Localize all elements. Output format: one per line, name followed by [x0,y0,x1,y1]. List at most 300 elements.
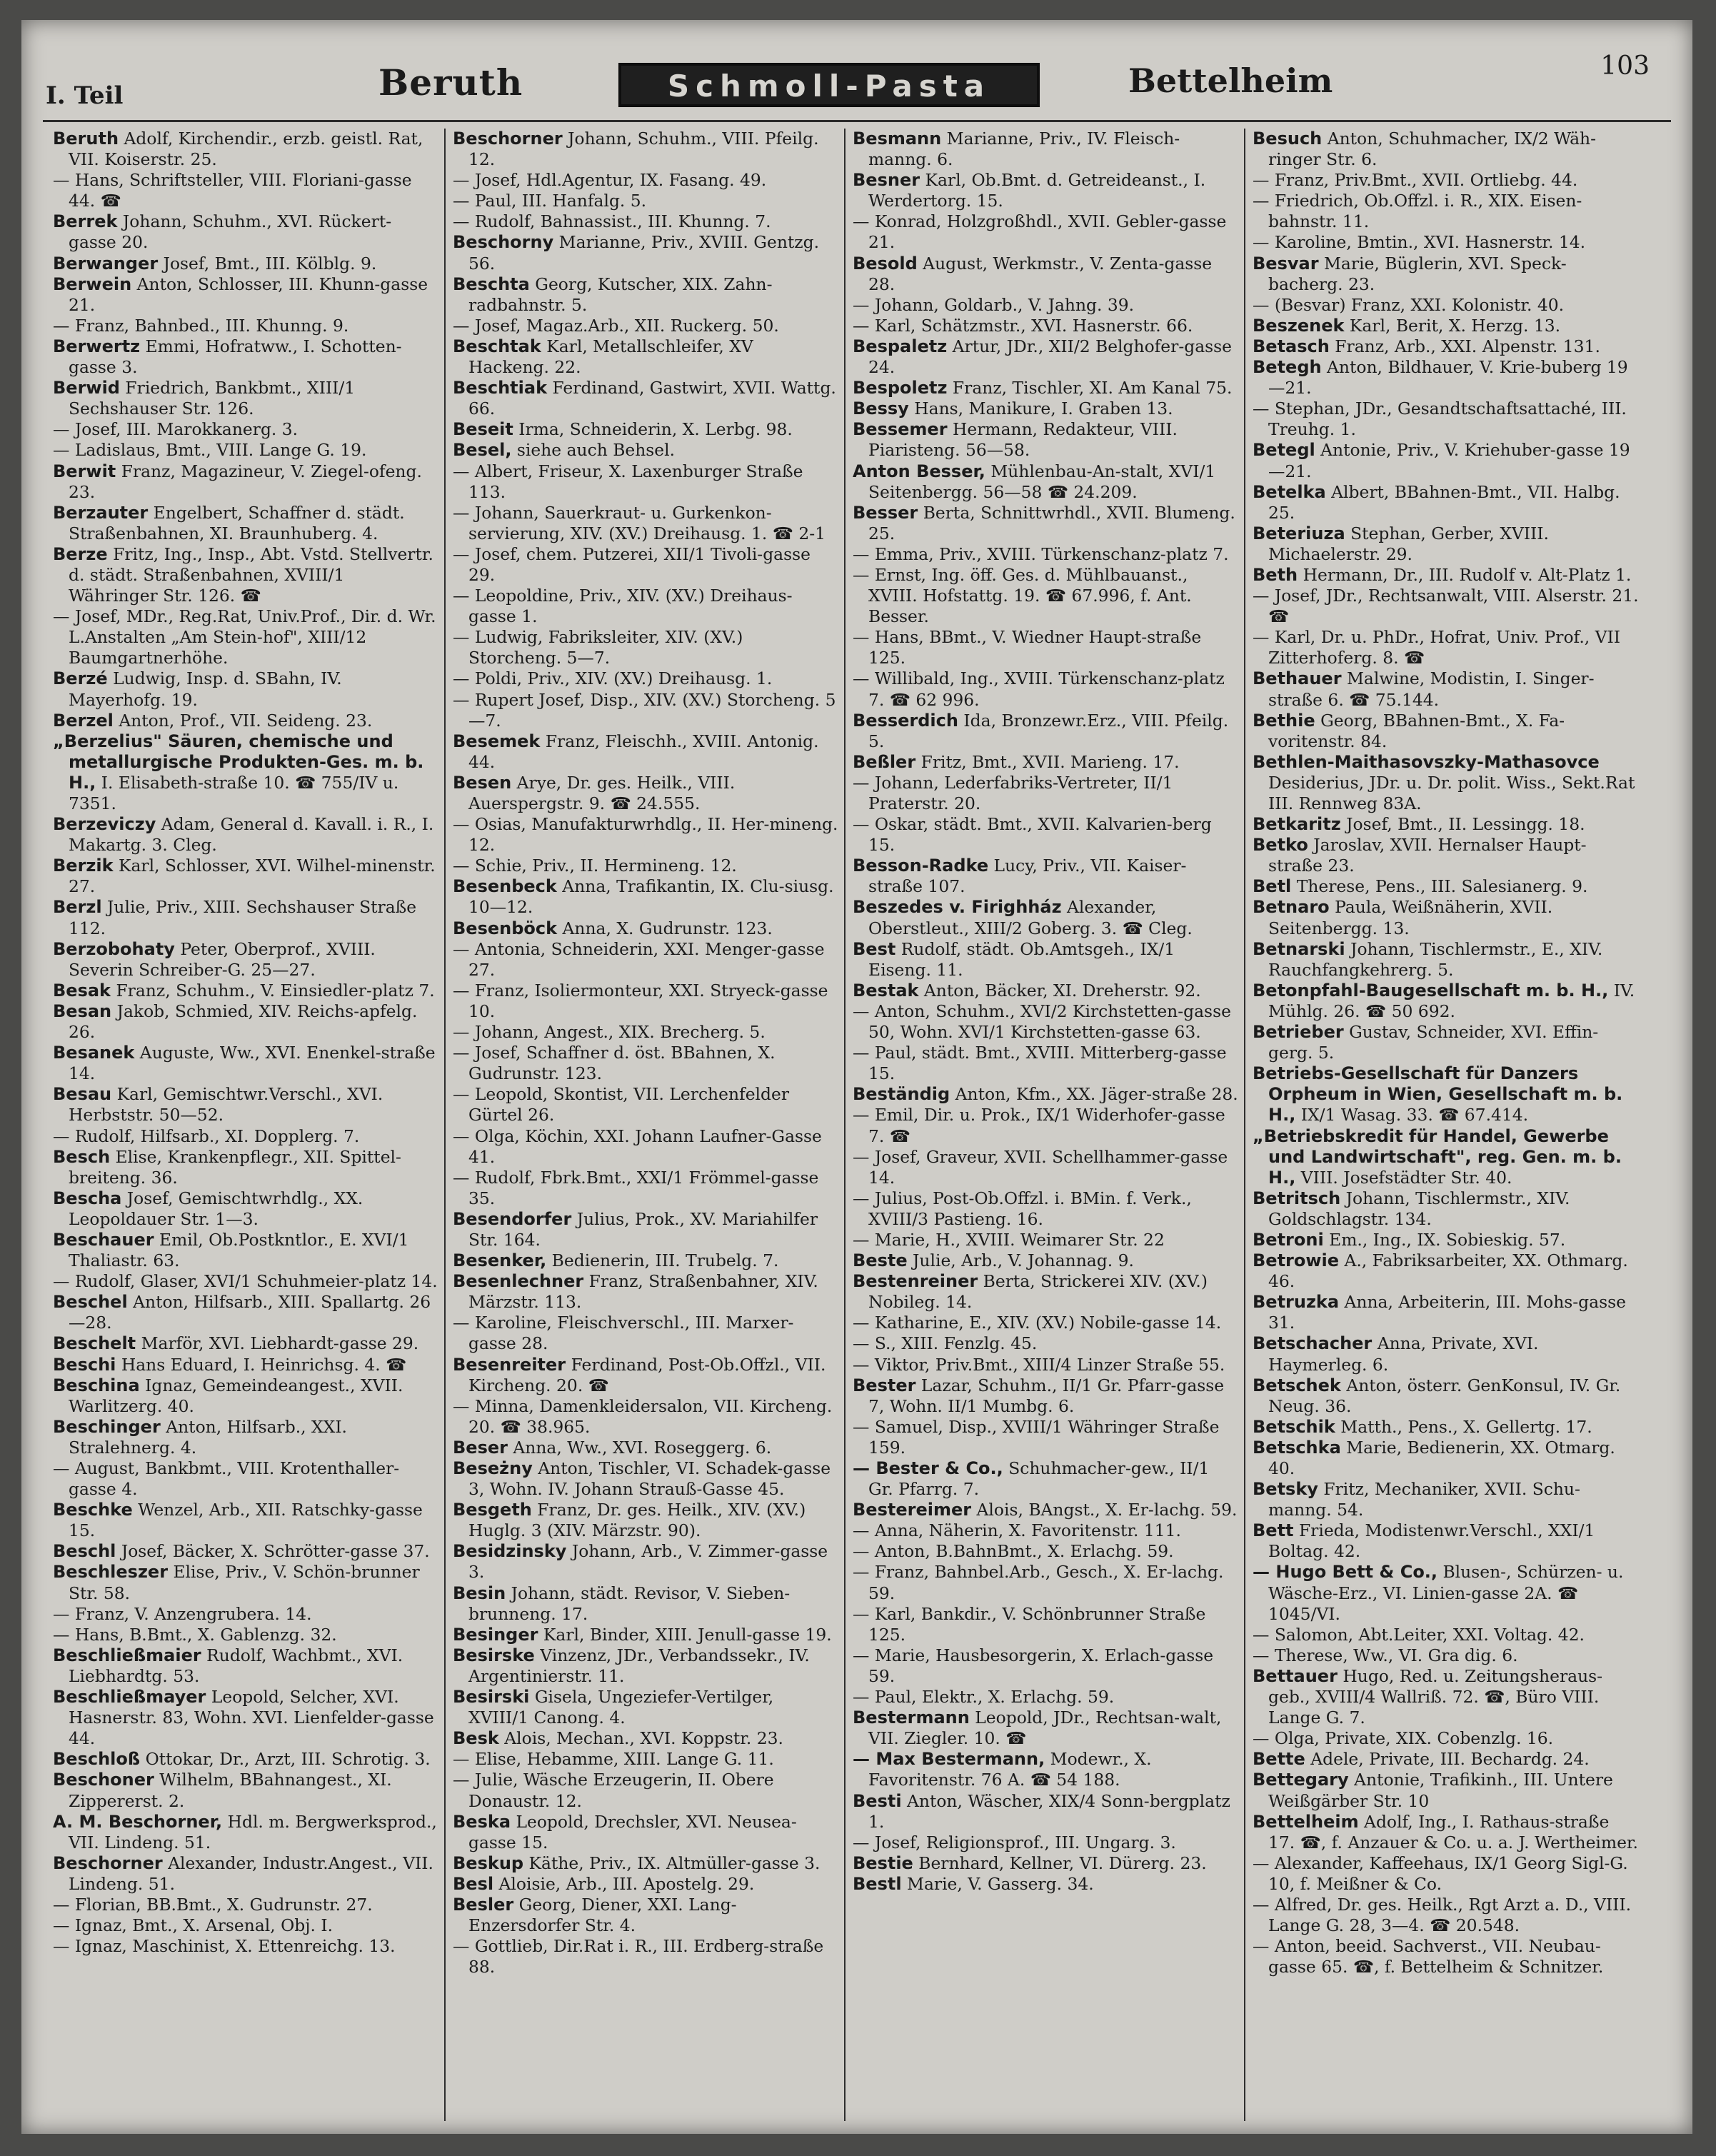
entry-name: Bestak [853,980,919,1001]
directory-entry [853,1645,1238,1687]
directory-entry [453,1043,838,1084]
directory-entry [1253,668,1640,710]
directory-entry [453,1126,838,1168]
directory-entry [53,378,438,419]
directory-entry [1253,295,1640,316]
directory-entry [1253,1562,1640,1624]
entry-name: Betko [1253,835,1308,856]
entry-name: Betkaritz [1253,814,1341,835]
entry-details: Hdl. m. Bergwerksprod., VII. Lindeng. 51. [69,1811,437,1852]
directory-entry [853,711,1238,752]
entry-details: — Ignaz, Maschinist, X. Ettenreichg. 13. [53,1936,396,1957]
entry-details: Anton, Schlosser, III. Khunn-gasse 21. [69,274,428,315]
entry-name: Beszedes v. Firighház [853,897,1062,918]
entry-details: — Schie, Priv., II. Hermineng. 12. [453,856,737,876]
entry-details: — Marie, Hausbesorgerin, X. Erlach-gasse 59. [853,1645,1214,1686]
entry-details: — Hans, Schriftsteller, VIII. Floriani-gasse 44. ☎ [53,170,412,211]
directory-entry [1253,336,1640,357]
entry-details: Marie, Bedienerin, XX. Otmarg. 40. [1268,1437,1615,1478]
directory-entry [53,1604,438,1625]
directory-entry [53,316,438,336]
entry-details: — Anton, B.BahnBmt., X. Erlachg. 59. [853,1541,1174,1562]
directory-entry [453,1749,838,1770]
entry-details: Gustav, Schneider, XVI. Effin-gerg. 5. [1268,1022,1599,1063]
directory-entry [853,1541,1238,1562]
entry-details: — Karoline, Fleischverschl., III. Marxer-gasse 28. [453,1313,794,1354]
entry-details: Georg, Kutscher, XIX. Zahn-radbahnstr. 5. [468,274,773,315]
entry-details: Antonie, Trafikinh., III. Untere Weißgärber Str. 10 [1268,1770,1613,1811]
entry-name: Beßler [853,751,916,772]
entry-details: — Franz, V. Anzengrubera. 14. [53,1603,312,1624]
directory-entry [453,419,838,440]
entry-details: IV. Mühlg. 26. ☎ 50 692. [1268,980,1635,1021]
entry-name: Bestenreiner [853,1271,978,1292]
entry-details: — Anton, beeid. Sachverst., VII. Neubau-gasse 65. ☎, f. Bettelheim & Schnitzer. [1253,1936,1604,1977]
entry-details: Josef, Bmt., III. Kölblg. 9. [158,253,377,274]
directory-entry [453,939,838,981]
directory-entry [1253,191,1640,232]
entry-details: Schuhmacher-gew., II/1 Gr. Pfarrg. 7. [868,1458,1210,1500]
entry-details: Anton, Bäcker, XI. Dreherstr. 92. [918,980,1201,1001]
entry-details: Franz, Dr. ges. Heilk., XIV. (XV.) Huglg. 3 (XIV. Märzstr. 90). [468,1500,806,1541]
directory-entry [853,254,1238,295]
entry-details: — Florian, BB.Bmt., X. Gudrunstr. 27. [53,1894,373,1915]
entry-details: Anna, Private, XVI. Haymerleg. 6. [1268,1333,1539,1375]
directory-entry [853,856,1238,897]
directory-entry [453,461,838,503]
entry-details: Johann, Tischlermstr., E., XIV. Rauchfangkehrerg. 5. [1268,938,1603,980]
entry-details: — Josef, JDr., Rechtsanwalt, VIII. Alserstr. 21. ☎ [1253,586,1639,627]
entry-name: Beschorner [53,1852,163,1873]
directory-entry [453,232,838,274]
entry-details: Rudolf, Wachbmt., XVI. Liebhardtg. 53. [69,1645,403,1686]
entry-name: Besk [453,1728,499,1749]
entry-name: Besner [853,170,920,191]
entry-details: — Marie, H., XVIII. Weimarer Str. 22 [853,1229,1165,1250]
entry-details: Wenzel, Arb., XII. Ratschky-gasse 15. [69,1500,423,1541]
entry-details: — Franz, Bahnbed., III. Khunng. 9. [53,315,349,336]
entry-name: Besinger [453,1624,538,1645]
entry-name: Bethie [1253,710,1315,731]
directory-entry [1253,1417,1640,1438]
entry-details: Gisela, Ungeziefer-Vertilger, XVIII/1 Canong. 4. [468,1687,774,1728]
directory-entry [1253,939,1640,981]
entry-details: — Anna, Näherin, X. Favoritenstr. 111. [853,1520,1181,1541]
entry-details: Adolf, Kirchendir., erzb. geistl. Rat, VII. Koiserstr. 25. [69,129,423,170]
directory-entry [853,1188,1238,1230]
directory-entry [53,1126,438,1147]
directory-entry [53,170,438,211]
directory-entry [1253,1126,1640,1188]
entry-details: Irma, Schneiderin, X. Lerbg. 98. [513,419,793,440]
entry-details: Julie, Arb., V. Johannag. 9. [907,1250,1134,1271]
directory-entry [853,316,1238,336]
directory-entry [453,1625,838,1645]
entry-name: Betelka [1253,481,1326,502]
entry-name: Berzauter [53,502,149,523]
entry-details: — Ludwig, Fabriksleiter, XIV. (XV.) Storcheng. 5—7. [453,627,743,668]
entry-details: Adele, Private, III. Bechardg. 24. [1305,1749,1590,1770]
directory-entry [453,627,838,668]
entry-name: Besch [53,1146,111,1167]
entry-name: Beschloß [53,1749,141,1770]
entry-name: Betsky [1253,1479,1318,1500]
directory-entry [453,918,838,939]
entry-name: Betasch [1253,336,1330,356]
directory-entry [453,586,838,627]
entry-name: Beschta [453,274,530,294]
entry-details: Josef, Gemischtwrhdlg., XX. Leopoldauer Str. 1—3. [69,1188,363,1229]
directory-entry [853,1500,1238,1520]
entry-details: — Karoline, Bmtin., XVI. Hasnerstr. 14. [1253,232,1586,253]
entry-details: siehe auch Behsel. [511,440,676,461]
entry-name: Besidzinsky [453,1541,567,1562]
entry-details: — Karl, Schätzmstr., XVI. Hasnerstr. 66. [853,315,1193,336]
entry-name: Beschke [53,1500,133,1520]
entry-details: Anton, österr. GenKonsul, IV. Gr. Neug. 36. [1268,1375,1621,1416]
entry-name: Berzel [53,710,114,731]
entry-name: Besson-Radke [853,856,989,876]
directory-entry [853,1458,1238,1500]
entry-name: Betruzka [1253,1292,1340,1313]
entry-name: Berwein [53,274,132,294]
entry-details: Anna, Arbeiterin, III. Mohs-gasse 31. [1268,1292,1626,1333]
entry-name: Besel, [453,440,512,461]
directory-entry [453,814,838,856]
directory-entry [453,316,838,336]
directory-entry [853,1105,1238,1146]
entry-details: — Josef, MDr., Reg.Rat, Univ.Prof., Dir. d. Wr. L.Anstalten „Am Stein-hof", XIII/12 Baumgartnerhöhe. [53,606,436,668]
entry-details: — Therese, Ww., VI. Gra dig. 6. [1253,1645,1518,1665]
directory-entry [1253,1250,1640,1292]
directory-entry [53,1915,438,1936]
directory-entry [853,1313,1238,1333]
entry-details: — Julius, Post-Ob.Offzl. i. BMin. f. Verk., XVIII/3 Pastieng. 16. [853,1188,1192,1229]
entry-name: Beschoner [53,1770,154,1790]
entry-details: Adolf, Ing., I. Rathaus-straße 17. ☎, f. Anzauer & Co. u. a. J. Wertheimer. [1268,1811,1638,1852]
advertisement-banner [618,63,1040,107]
directory-entry [453,211,838,232]
directory-entry [853,668,1238,710]
entry-details: — Antonia, Schneiderin, XXI. Menger-gasse 27. [453,938,825,980]
entry-details: Anna, X. Gudrunstr. 123. [557,918,773,938]
entry-details: August, Werkmstr., V. Zenta-gasse 28. [868,253,1213,294]
directory-entry [53,1812,438,1853]
directory-entry [453,503,838,544]
directory-entry [853,981,1238,1001]
entry-details: — Rupert Josef, Disp., XIV. (XV.) Storcheng. 5—7. [453,689,836,731]
directory-entry [853,773,1238,814]
entry-details: — Emma, Priv., XVIII. Türkenschanz-platz 7. [853,543,1229,564]
entry-details: Blusen-, Schürzen- u. Wäsche-Erz., VI. Linien-gasse 2A. ☎ 1045/VI. [1268,1562,1624,1624]
entry-details: Paula, Weißnäherin, XVII. Seitenbergg. 13. [1268,897,1553,938]
directory-entry [453,1271,838,1313]
directory-entry [1253,1063,1640,1125]
entry-name: Beschl [53,1541,116,1562]
directory-entry [53,1458,438,1500]
directory-entry [1253,129,1640,170]
directory-entry [1253,1520,1640,1562]
directory-entry [53,1188,438,1230]
columns-container [46,129,1671,2121]
entry-name: Beschtak [453,336,541,356]
directory-entry [53,897,438,938]
directory-page [21,20,1692,2134]
directory-entry [1253,1375,1640,1417]
directory-entry [453,1687,838,1728]
entry-details: — August, Bankbmt., VIII. Krotenthaller-gasse 4. [53,1458,400,1500]
directory-entry [1253,1479,1640,1520]
entry-name: Besenreiter [453,1354,566,1375]
entry-name: Berzl [53,897,102,918]
column-1 [46,129,446,2121]
part-label: I. Teil [46,81,124,110]
directory-entry [1253,586,1640,627]
entry-details: Berta, Strickerei XIV. (XV.) Nobileg. 14. [868,1271,1208,1313]
entry-details: — Olga, Köchin, XXI. Johann Laufner-Gasse 41. [453,1125,822,1167]
entry-name: Besuch [1253,129,1323,149]
entry-name: Besold [853,253,918,274]
directory-entry [453,731,838,773]
entry-details: — Hans, BBmt., V. Wiedner Haupt-straße 125. [853,627,1202,668]
entry-details: — Oskar, städt. Bmt., XVII. Kalvarien-berg 15. [853,814,1212,856]
entry-name: Bessy [853,398,909,419]
entry-details: Jakob, Schmied, XIV. Reichs-apfelg. 26. [69,1001,418,1043]
entry-name: Berze [53,543,108,564]
directory-entry [1253,357,1640,398]
entry-details: — Konrad, Holzgroßhdl., XVII. Gebler-gasse 21. [853,211,1227,253]
entry-details: — Rudolf, Glaser, XVI/1 Schuhmeier-platz 14. [53,1271,438,1292]
entry-details: Antonie, Priv., V. Kriehuber-gasse 19—21. [1268,440,1630,481]
entry-details: Anton, Prof., VII. Seideng. 23. [113,710,373,731]
entry-name: Besenbeck [453,876,557,897]
entry-details: Albert, BBahnen-Bmt., VII. Halbg. 25. [1268,481,1620,523]
entry-name: Betschka [1253,1437,1341,1458]
directory-entry [53,1749,438,1770]
directory-entry [453,1250,838,1271]
directory-entry [453,1645,838,1687]
entry-details: — Poldi, Priv., XIV. (XV.) Dreihausg. 1. [453,668,773,689]
directory-entry [853,1250,1238,1271]
entry-details: Wilhelm, BBahnangest., XI. Zippererst. 2. [69,1770,392,1811]
entry-details: — Friedrich, Ob.Offzl. i. R., XIX. Eisen-bahnstr. 11. [1253,191,1582,232]
entry-details: — Rudolf, Bahnassist., III. Khunng. 7. [453,211,771,232]
entry-details: Stephan, Gerber, XVIII. Michaelerstr. 29. [1268,523,1549,564]
entry-details: Bedienerin, III. Trubelg. 7. [546,1250,779,1271]
entry-name: Beschtiak [453,378,548,398]
directory-entry [453,1728,838,1749]
entry-details: — Willibald, Ing., XVIII. Türkenschanz-platz 7. ☎ 62 996. [853,668,1225,710]
directory-entry [53,1084,438,1125]
directory-entry [53,1333,438,1354]
entry-details: Ignaz, Gemeindeangest., XVII. Warlitzerg. 40. [69,1375,403,1416]
directory-entry [1253,1728,1640,1749]
directory-entry [453,773,838,814]
directory-entry [53,856,438,897]
entry-details: — Hans, B.Bmt., X. Gablenzg. 32. [53,1624,337,1645]
directory-entry [853,1230,1238,1250]
banner-text: Schmoll-Pasta [667,69,991,104]
directory-entry [853,814,1238,856]
entry-details: — Ladislaus, Bmt., VIII. Lange G. 19. [53,440,367,461]
entry-details: Vinzenz, JDr., Verbandssekr., IV. Argentinierstr. 11. [468,1645,810,1686]
directory-entry [453,668,838,689]
entry-name: Beschorner [453,129,563,149]
directory-entry [453,690,838,731]
directory-entry [453,544,838,586]
column-2 [446,129,846,2121]
entry-details: Johann, Tischlermstr., XIV. Goldschlagstr. 134. [1268,1188,1570,1229]
directory-entry [453,1355,838,1396]
entry-details: — Josef, Magaz.Arb., XII. Ruckerg. 50. [453,315,779,336]
entry-details: — Salomon, Abt.Leiter, XXI. Voltag. 42. [1253,1624,1585,1645]
entry-name: Betegl [1253,440,1315,461]
entry-name: Beschließmayer [53,1687,206,1708]
entry-details: — Samuel, Disp., XVIII/1 Währinger Straße 159. [853,1416,1220,1458]
last-entry-word: Bettelheim [1128,61,1333,100]
directory-entry [53,668,438,710]
directory-entry [53,1562,438,1603]
directory-entry [1253,814,1640,835]
entry-name: Besti [853,1790,902,1811]
directory-entry [853,627,1238,668]
entry-details: Anton, Schuhmacher, IX/2 Wäh-ringer Str. 6. [1268,129,1597,170]
directory-entry [853,1604,1238,1645]
entry-details: — Paul, städt. Bmt., XVIII. Mitterberg-gasse 15. [853,1043,1227,1084]
entry-name: Bettauer [1253,1665,1338,1686]
entry-details: — Alexander, Kaffeehaus, IX/1 Georg Sigl-G. 10, f. Meißner & Co. [1253,1852,1628,1894]
entry-details: — Albert, Friseur, X. Laxenburger Straße 113. [453,461,803,502]
entry-details: — Anton, Schuhm., XVI/2 Kirchstetten-gasse 50, Wohn. XVI/1 Kirchstetten-gasse 63. [853,1001,1231,1043]
directory-entry [53,1375,438,1417]
entry-details: — (Besvar) Franz, XXI. Kolonistr. 40. [1253,294,1565,315]
directory-entry [853,1520,1238,1541]
entry-name: „Betriebskredit für Handel, Gewerbe und Landwirtschaft", reg. Gen. m. b. H., [1253,1125,1622,1188]
entry-name: Besenlechner [453,1271,584,1292]
entry-details: — Ernst, Ing. öff. Ges. d. Mühlbauanst., XVIII. Hofstattg. 19. ☎ 67.996, f. Ant. Besser. [853,564,1192,627]
entry-details: Marianne, Priv., IV. Fleisch-manng. 6. [868,129,1180,170]
directory-entry [1253,398,1640,440]
directory-entry [853,1417,1238,1458]
entry-name: Beständig [853,1084,950,1105]
directory-entry [453,1313,838,1354]
entry-details: Berta, Schnittwrhdl., XVII. Blumeng. 25. [868,502,1235,543]
entry-name: — Max Bestermann, [853,1749,1045,1770]
entry-details: Engelbert, Schaffner d. städt. Straßenbahnen, XI. Braunhuberg. 4. [69,502,405,543]
entry-name: Beschi [53,1354,116,1375]
entry-name: Bester [853,1375,916,1395]
entry-name: Berwertz [53,336,141,356]
entry-details: Em., Ing., IX. Sobieskig. 57. [1323,1229,1566,1250]
entry-name: A. M. Beschorner, [53,1811,223,1832]
entry-details: Anna, Trafikantin, IX. Clu-siusg. 10—12. [468,876,834,918]
entry-details: Käthe, Priv., IX. Altmüller-gasse 3. [523,1852,821,1873]
directory-entry [453,170,838,191]
entry-name: Beschinger [53,1416,161,1437]
directory-entry [53,129,438,170]
directory-entry [853,1687,1238,1708]
entry-details: Bernhard, Kellner, VI. Dürerg. 23. [913,1852,1207,1873]
entry-name: Bette [1253,1749,1305,1770]
entry-details: — Josef, chem. Putzerei, XII/1 Tivoli-gasse 29. [453,543,811,585]
entry-name: Beszenek [1253,315,1345,336]
entry-name: Besmann [853,129,942,149]
directory-entry [53,731,438,814]
directory-entry [53,606,438,668]
entry-details: Malwine, Modistin, I. Singer-straße 6. ☎ 75.144. [1268,668,1595,710]
directory-entry [853,1562,1238,1603]
entry-details: — Leopold, Skontist, VII. Lerchenfelder Gürtel 26. [453,1084,790,1125]
entry-name: Besler [453,1894,514,1915]
directory-entry [853,211,1238,253]
directory-entry [453,129,838,170]
entry-details: Josef, Bäcker, X. Schrötter-gasse 37. [116,1541,430,1562]
directory-entry [1253,1936,1640,1977]
page-number: 103 [1600,51,1650,81]
directory-entry [53,1292,438,1333]
entry-details: Rudolf, städt. Ob.Amtsgeh., IX/1 Eiseng. 11. [868,938,1175,980]
entry-name: Best [853,938,896,959]
entry-name: Besserdich [853,710,958,731]
entry-name: Bestereimer [853,1500,972,1520]
entry-details: Matth., Pens., X. Gellertg. 17. [1335,1416,1592,1437]
directory-entry [853,398,1238,419]
directory-entry [1253,1625,1640,1645]
entry-details: — Franz, Priv.Bmt., XVII. Ortliebg. 44. [1253,170,1578,191]
entry-details: Emil, Ob.Postkntlor., E. XVI/1 Thaliastr. 63. [69,1229,409,1271]
entry-name: Betriebs-Gesellschaft für Danzers Orpheum in Wien, Gesellschaft m. b. H., [1253,1063,1623,1125]
entry-details: Johann, städt. Revisor, V. Sieben-brunneng. 17. [468,1583,791,1624]
directory-entry [53,211,438,253]
entry-details: — Johann, Angest., XIX. Brecherg. 5. [453,1022,766,1043]
entry-details: — Emil, Dir. u. Prok., IX/1 Widerhofer-gasse 7. ☎ [853,1105,1225,1146]
entry-name: Besendorfer [453,1208,572,1229]
entry-name: Anton Besser, [853,461,985,481]
entry-name: Bethauer [1253,668,1342,689]
entry-name: Betschik [1253,1416,1335,1437]
column-3 [846,129,1245,2121]
entry-name: Berwid [53,378,120,398]
directory-entry [853,939,1238,981]
entry-name: Besvar [1253,253,1319,274]
directory-entry [1253,232,1640,253]
entry-details: — Johann, Goldarb., V. Jahng. 39. [853,294,1135,315]
entry-name: Berwanger [53,253,159,274]
directory-entry [1253,565,1640,586]
directory-entry [853,336,1238,378]
directory-entry [1253,835,1640,876]
entry-details: Modewr., X. Favoritenstr. 76 A. ☎ 54 188. [868,1749,1152,1790]
entry-name: Betonpfahl-Baugesellschaft m. b. H., [1253,980,1609,1001]
entry-name: Besgeth [453,1500,532,1520]
directory-entry [1253,1022,1640,1063]
first-entry-word: Beruth [378,61,523,104]
entry-details: Franz, Fleischh., XVIII. Antonig. 44. [468,731,819,772]
entry-details: Hans Eduard, I. Heinrichsg. 4. ☎ [116,1354,407,1375]
entry-details: Friedrich, Bankbmt., XIII/1 Sechshauser Str. 126. [69,378,356,419]
entry-name: Betschacher [1253,1333,1373,1354]
entry-details: Franz, Straßenbahner, XIV. Märzstr. 113. [468,1271,818,1313]
directory-entry [53,503,438,544]
entry-name: Berzik [53,856,114,876]
entry-name: Betrowie [1253,1250,1340,1271]
entry-details: Ferdinand, Post-Ob.Offzl., VII. Kircheng. 20. ☎ [468,1354,826,1395]
entry-details: Desiderius, JDr. u. Dr. polit. Wiss., Sekt.Rat III. Rennweg 83A. [1268,772,1635,813]
directory-entry [453,1853,838,1874]
entry-name: Beschina [53,1375,140,1395]
entry-details: Jaroslav, XVII. Hernalser Haupt-straße 23. [1268,835,1587,876]
entry-name: Bespoletz [853,378,948,398]
